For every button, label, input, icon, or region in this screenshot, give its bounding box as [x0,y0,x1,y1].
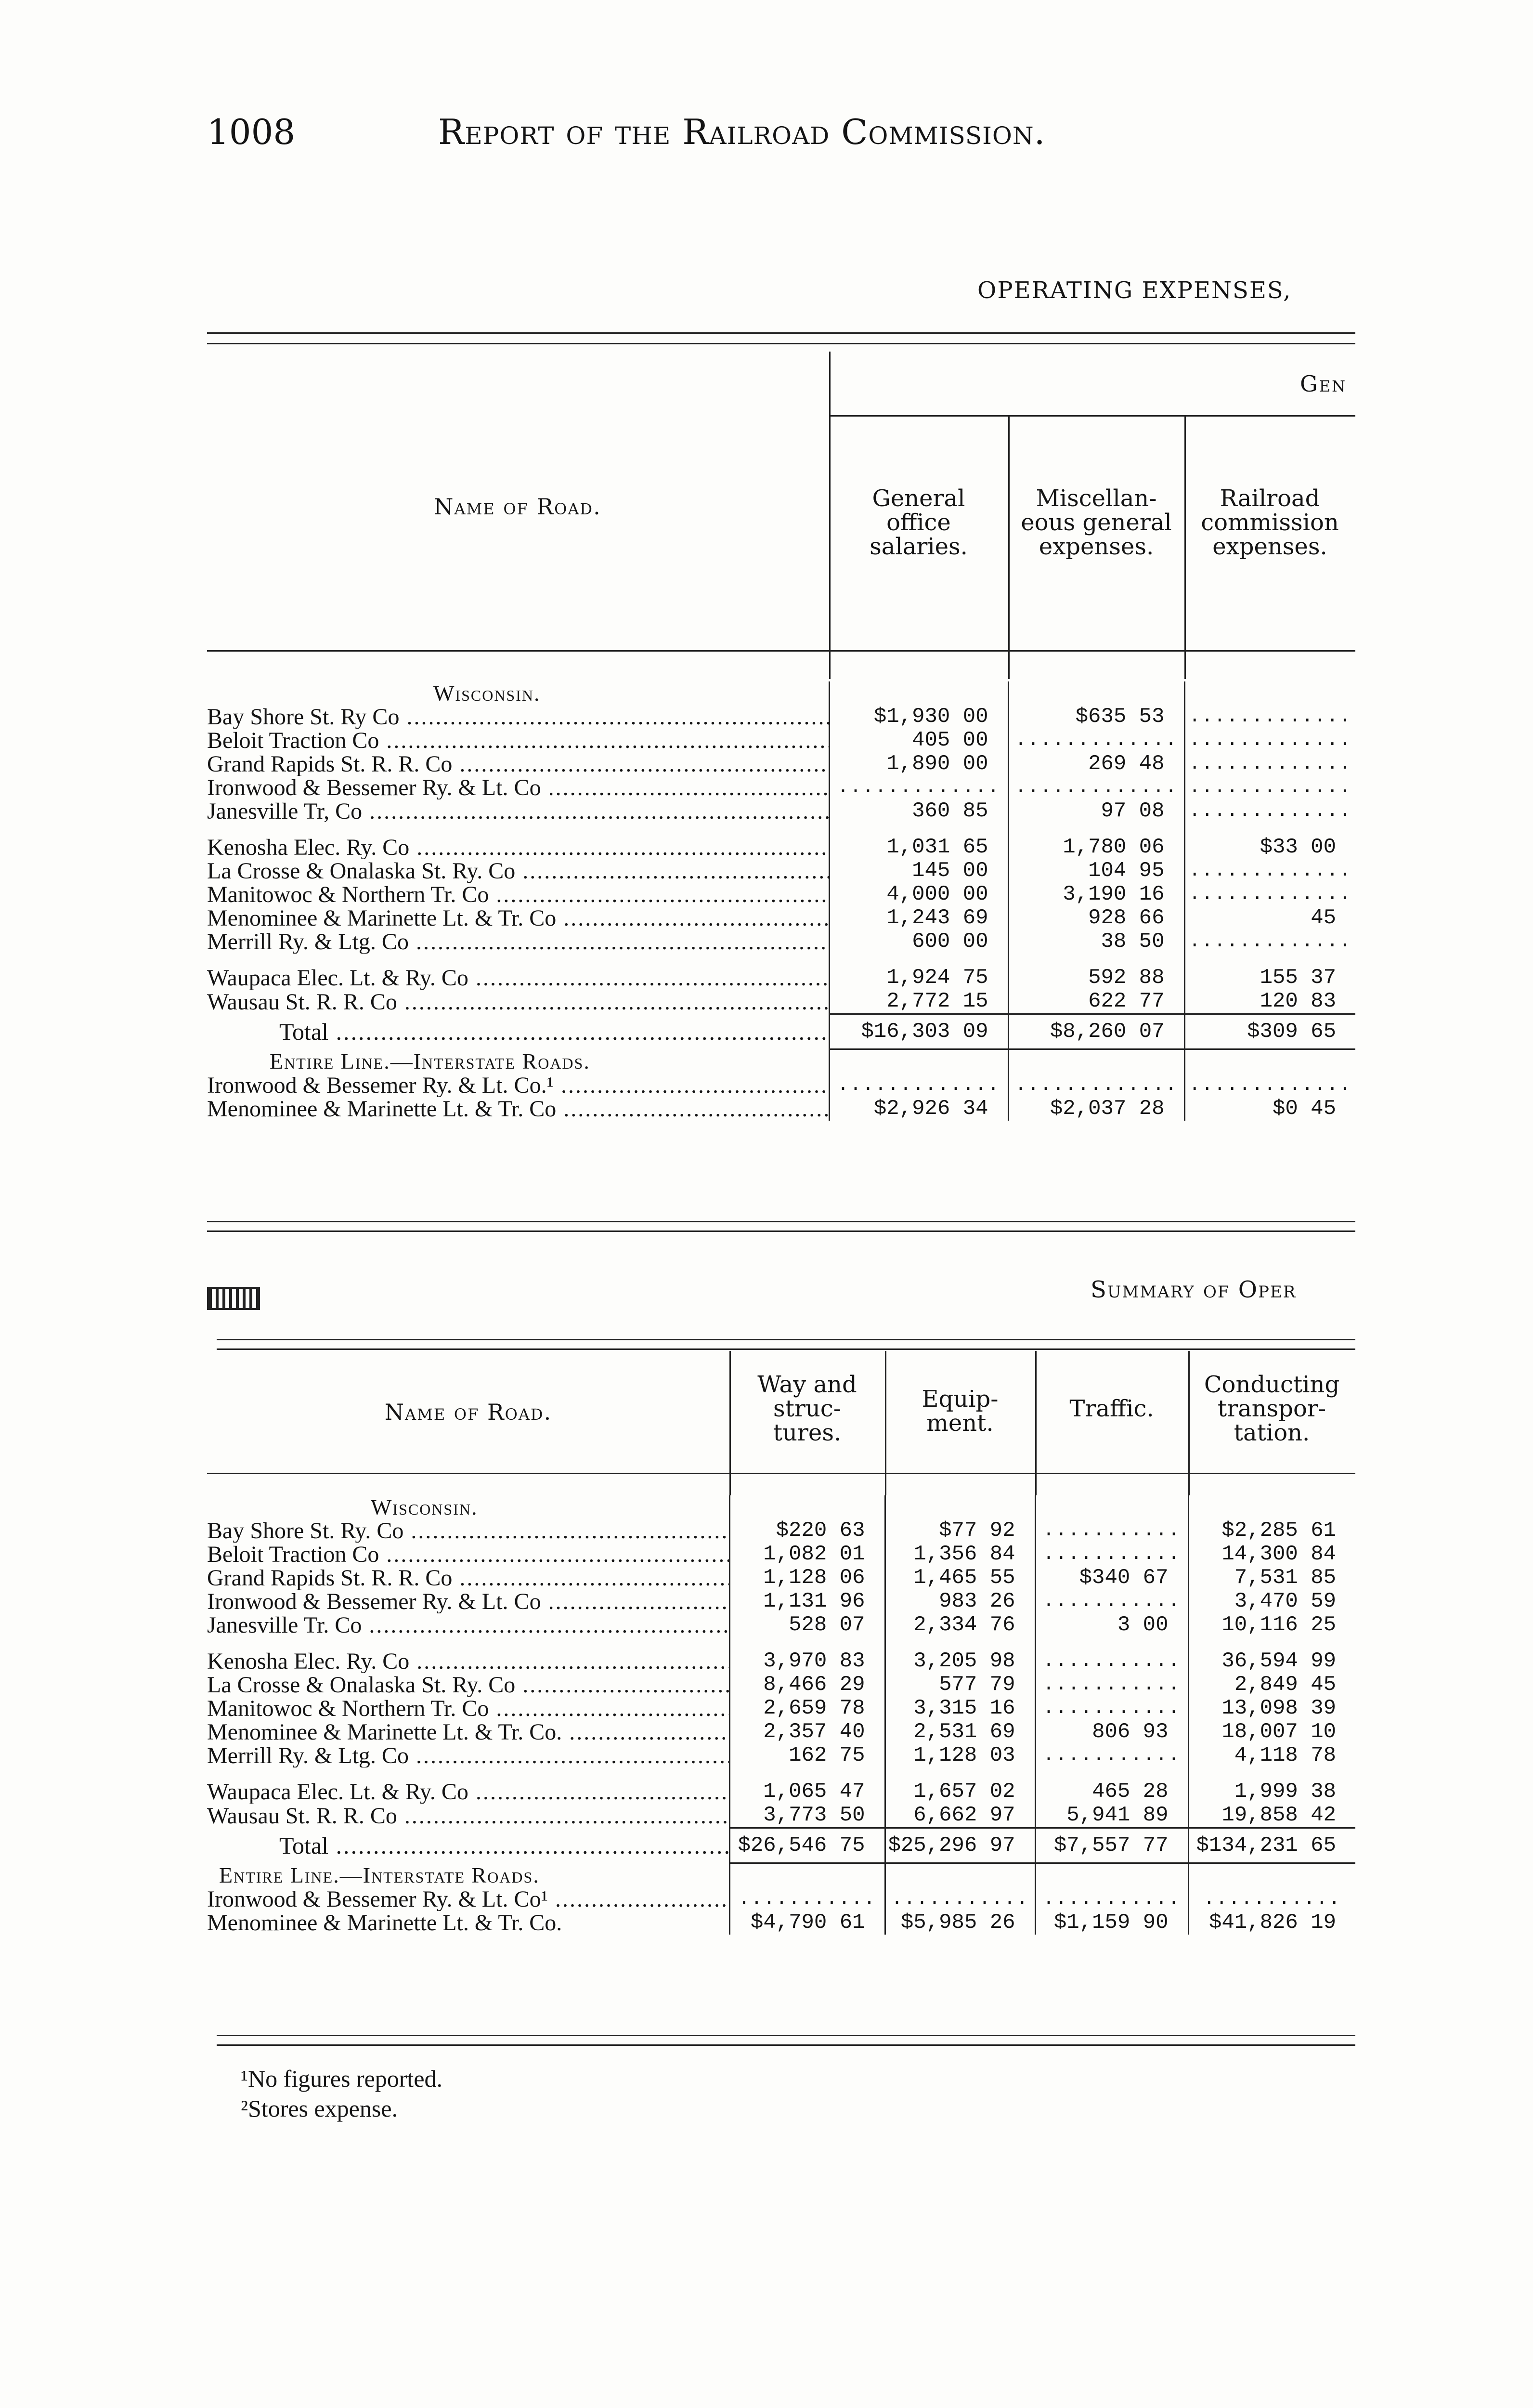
table-row: Ironwood & Bessemer Ry. & Lt. Co ..... 1,131 96 983 26 ........... 3,470 59 [207,1590,1355,1613]
summary-bottom-rule-b [217,2044,1355,2046]
footnotes [241,2064,442,2123]
table-row: Beloit Traction Co ..... 1,082 01 1,356 84 ........... 14,300 84 [207,1543,1355,1566]
table-row: Waupaca Elec. Lt. & Ry. Co ..... 1,065 47 1,657 02 465 28 1,999 38 [207,1780,1355,1804]
page-number: 1008 [207,112,296,152]
summary-header-way-structures: Way and struc- tures. [757,1371,857,1446]
page-header [207,112,1411,165]
summary-name-header: Name of Road. [384,1399,552,1425]
opex-header-general-office: General office salaries. [870,485,968,560]
summary-title: Summary of Oper [1091,1276,1297,1303]
table-row: Merrill Ry. & Ltg. Co ..... 162 75 1,128 03 ........... 4,118 78 [207,1744,1355,1767]
table-row: Janesville Tr. Co ..... 528 07 2,334 76 3 00 10,116 25 [207,1613,1355,1637]
table-row: Kenosha Elec. Ry. Co ..... 3,970 83 3,205 98 ........... 36,594 99 [207,1649,1355,1673]
top-double-rule-b [207,343,1355,344]
table-row: Bay Shore St. Ry Co ..... $1,930 00 $635 53 ............. [207,705,1355,729]
page-title: Report of the Railroad Commission. [438,112,1046,152]
table-row: Merrill Ry. & Ltg. Co ..... 600 00 38 50 ............. [207,930,1355,954]
table-row: Wausau St. R. R. Co ..... 2,772 15 622 77 120 83 [207,990,1355,1014]
table-row: Beloit Traction Co ..... 405 00 ............. ............. [207,729,1355,752]
summary-top-rule-b [217,1348,1355,1350]
opex-header-misc-general: Miscellan- eous general expenses. [1021,485,1172,560]
table-row: Grand Rapids St. R. R. Co ..... 1,890 00 269 48 ............. [207,752,1355,776]
table-row: La Crosse & Onalaska St. Ry. Co ..... 145 00 104 95 ............. [207,859,1355,883]
opex-total-row: Total ..... $16,303 09 $8,260 07 $309 65 [207,1014,1355,1049]
summary-top-rule-a [217,1339,1355,1340]
opex-name-header: Name of Road. [434,494,601,520]
table-row: Grand Rapids St. R. R. Co ..... 1,128 06 1,465 55 $340 67 7,531 85 [207,1566,1355,1590]
table-row: Ironwood & Bessemer Ry. & Lt. Co¹ ..... ........... ........... ........... ........... [207,1887,1355,1911]
operating-expenses-table [207,681,1355,1121]
table-row: Menominee & Marinette Lt. & Tr. Co. ..... 2,357 40 2,531 69 806 93 18,007 10 [207,1720,1355,1744]
opex-header-railroad-commission: Railroad commission expenses. [1201,485,1339,560]
table-row: Wausau St. R. R. Co ..... 3,773 50 6,662 97 5,941 89 19,858 42 [207,1804,1355,1828]
opex-wisconsin-heading: Wisconsin. [207,681,1355,705]
summary-header-bottom-rule [207,1473,1355,1474]
summary-header-traffic: Traffic. [1069,1395,1154,1422]
gen-group-label: Gen [1300,371,1347,397]
table-row: Menominee & Marinette Lt. & Tr. Co ..... 1,243 69 928 66 45 [207,906,1355,930]
table-row: Bay Shore St. Ry. Co ..... $220 63 $77 92 ........... $2,285 61 [207,1519,1355,1543]
operating-expenses-title: OPERATING EXPENSES, [977,277,1292,304]
summary-total-row: Total ..... $26,546 75 $25,296 97 $7,557 77 $134,231 65 [207,1828,1355,1863]
footnote-2: ²Stores expense. [241,2095,398,2122]
table-row: Ironwood & Bessemer Ry. & Lt. Co.¹ ..... ............. ............. ............. [207,1073,1355,1097]
summary-bottom-rule-a [217,2035,1355,2036]
table-row: Manitowoc & Northern Tr. Co ..... 4,000 00 3,190 16 ............. [207,883,1355,906]
summary-header-equipment: Equip- ment. [922,1386,999,1437]
summary-header-conducting-transportation: Conducting transpor- tation. [1204,1371,1340,1446]
table-row: Ironwood & Bessemer Ry. & Lt. Co ..... ............. ............. ............. [207,776,1355,799]
table-row: Janesville Tr, Co ..... 360 85 97 08 ............. [207,799,1355,823]
table-row: Waupaca Elec. Lt. & Ry. Co ..... 1,924 75 592 88 155 37 [207,966,1355,990]
footnote-1: ¹No figures reported. [241,2065,443,2092]
printer-mark-icon [207,1287,260,1310]
gen-group-rule [829,415,1355,417]
opex-bottom-rule-a [207,1221,1355,1222]
table-row: Kenosha Elec. Ry. Co ..... 1,031 65 1,780 06 $33 00 [207,836,1355,859]
summary-table [207,1495,1355,1935]
summary-interstate-heading: Entire Line.—Interstate Roads. [207,1863,1355,1888]
opex-bottom-rule-b [207,1230,1355,1232]
top-double-rule-a [207,332,1355,334]
table-row: Manitowoc & Northern Tr. Co ..... 2,659 78 3,315 16 ........... 13,098 39 [207,1697,1355,1720]
table-row: La Crosse & Onalaska St. Ry. Co ..... 8,466 29 577 79 ........... 2,849 45 [207,1673,1355,1697]
summary-wisconsin-heading: Wisconsin. [207,1495,1355,1519]
opex-interstate-heading: Entire Line.—Interstate Roads. [207,1049,1355,1074]
table-row: Menominee & Marinette Lt. & Tr. Co ..... $2,926 34 $2,037 28 $0 45 [207,1097,1355,1121]
table-row: Menominee & Marinette Lt. & Tr. Co. $4,790 61 $5,985 26 $1,159 90 $41,826 19 [207,1911,1355,1935]
opex-header-bottom-rule [207,650,1355,652]
